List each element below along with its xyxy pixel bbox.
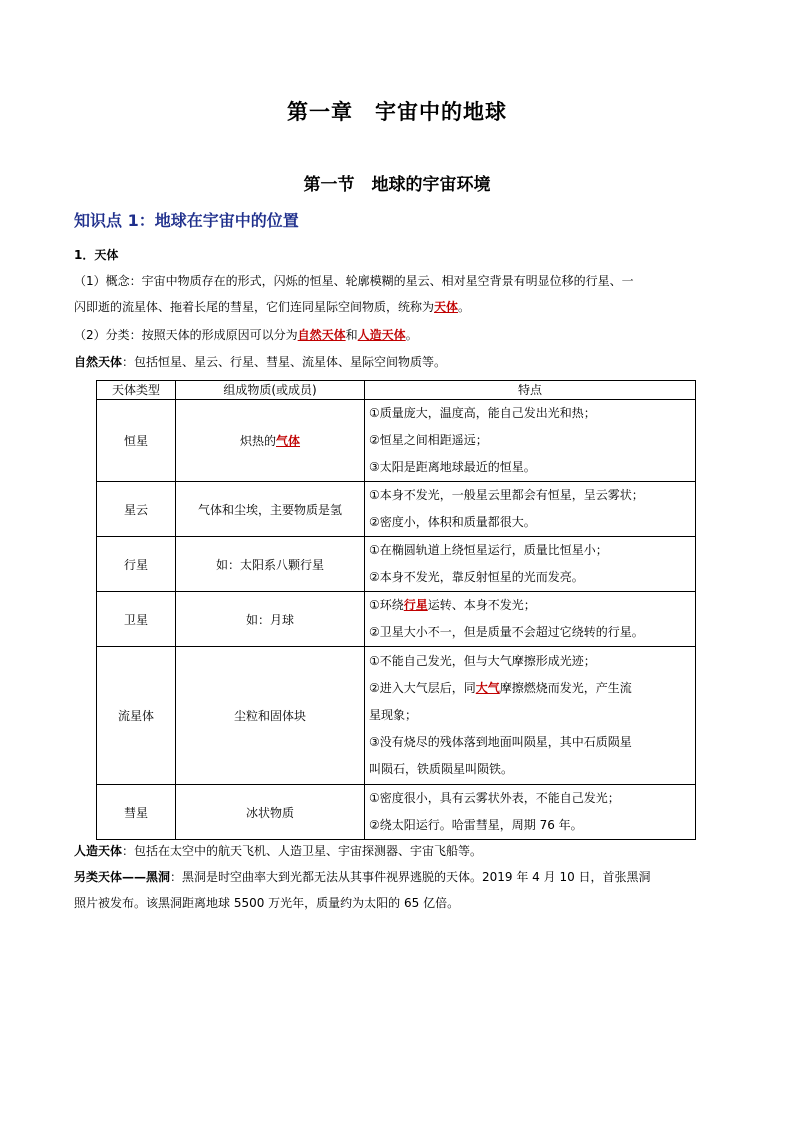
chapter-title: 第一章 宇宙中的地球: [287, 100, 507, 124]
row-type: 流星体: [97, 647, 176, 785]
feature-prefix: ①环绕: [369, 598, 404, 612]
row-composition: 尘粒和固体块: [176, 647, 365, 785]
feature-item: ②密度小，体积和质量都很大。: [369, 515, 536, 529]
header-type: 天体类型: [97, 381, 176, 400]
natural-text: ：包括恒星、星云、行星、彗星、流星体、星际空间物质等。: [122, 355, 447, 369]
other-bodies-line: [74, 868, 651, 886]
feature-item: ①在椭圆轨道上绕恒星运行，质量比恒星小；: [369, 543, 608, 557]
composition-prefix: 炽热的: [239, 434, 276, 448]
row-features: [365, 785, 696, 840]
knowledge-point-title: 知识点 1：地球在宇宙中的位置: [74, 211, 299, 230]
row-type: 恒星: [97, 400, 176, 482]
row-type: 彗星: [97, 785, 176, 840]
header-composition: 组成物质(或成员): [176, 381, 365, 400]
feature-item: 星现象；: [369, 708, 418, 722]
feature-item: ①质量庞大，温度高，能自己发出光和热；: [369, 406, 596, 420]
classification-keyword-natural: 自然天体: [297, 328, 346, 342]
concept-line2: [74, 298, 470, 316]
artificial-text: ：包括在太空中的航天飞机、人造卫星、宇宙探测器、宇宙飞船等。: [122, 844, 483, 858]
table-row: [97, 785, 696, 840]
row-features: [365, 647, 696, 785]
artificial-bodies-line: [74, 842, 482, 860]
table-header-row: [97, 381, 696, 400]
classification-keyword-artificial: 人造天体: [357, 328, 406, 342]
concept-line2-prefix: 闪即逝的流星体、拖着长尾的彗星，它们连同星际空间物质，统称为: [74, 300, 435, 314]
feature-item: ①不能自己发光，但与大气摩擦形成光迹；: [369, 654, 596, 668]
classification-suffix: 。: [405, 328, 418, 342]
row-features: [365, 537, 696, 592]
feature-item: ①本身不发光，一般星云里都会有恒星，呈云雾状；: [369, 488, 644, 502]
classification-prefix: （2）分类：按照天体的形成原因可以分为: [74, 328, 298, 342]
row-composition: 冰状物质: [176, 785, 365, 840]
celestial-bodies-table: [96, 380, 696, 840]
feature-keyword: 大气: [475, 681, 500, 695]
row-features: [365, 592, 696, 647]
feature-item: 叫陨石，铁质陨星叫陨铁。: [369, 762, 514, 776]
row-type: 卫星: [97, 592, 176, 647]
row-composition: 如：太阳系八颗行星: [176, 537, 365, 592]
concept-line2-suffix: 。: [458, 300, 471, 314]
table-row: [97, 592, 696, 647]
feature-item: ③没有烧尽的残体落到地面叫陨星，其中石质陨星: [369, 735, 632, 749]
natural-label: 自然天体: [74, 355, 123, 369]
feature-item: [369, 592, 691, 619]
row-type: 星云: [97, 482, 176, 537]
feature-suffix: 摩擦燃烧而发光，产生流: [499, 681, 632, 695]
feature-item: ②卫星大小不一，但是质量不会超过它绕转的行星。: [369, 625, 644, 639]
feature-item: ①密度很小，具有云雾状外表，不能自己发光；: [369, 791, 620, 805]
row-type: 行星: [97, 537, 176, 592]
header-features: 特点: [365, 381, 696, 400]
classification-middle: 和: [345, 328, 358, 342]
feature-item: ③太阳是距离地球最近的恒星。: [369, 460, 536, 474]
concept-keyword: 天体: [434, 300, 459, 314]
row-composition: 如：月球: [176, 592, 365, 647]
artificial-label: 人造天体: [74, 844, 123, 858]
table-row: [97, 537, 696, 592]
other-text: ：黑洞是时空曲率大到光都无法从其事件视界逃脱的天体。2019 年 4 月 10 日，首张黑洞: [170, 870, 651, 884]
feature-prefix: ②进入大气层后，同: [369, 681, 476, 695]
natural-bodies-line: [74, 353, 446, 371]
table-row: [97, 647, 696, 785]
feature-keyword: 行星: [403, 598, 428, 612]
item1-heading: 1．天体: [74, 248, 119, 262]
row-features: [365, 400, 696, 482]
feature-suffix: 运转、本身不发光；: [427, 598, 536, 612]
composition-keyword: 气体: [276, 434, 301, 448]
other-label: 另类天体——黑洞: [74, 870, 171, 884]
feature-item: ②恒星之间相距遥远；: [369, 433, 488, 447]
row-composition: 气体和尘埃，主要物质是氢: [176, 482, 365, 537]
feature-item: ②绕太阳运行。哈雷彗星，周期 76 年。: [369, 818, 583, 832]
row-composition: [176, 400, 365, 482]
table-row: [97, 482, 696, 537]
table-row: [97, 400, 696, 482]
row-features: [365, 482, 696, 537]
other-bodies-line2: 照片被发布。该黑洞距离地球 5500 万光年，质量约为太阳的 65 亿倍。: [74, 896, 460, 910]
feature-item: ②本身不发光，靠反射恒星的光而发亮。: [369, 570, 584, 584]
section-title: 第一节 地球的宇宙环境: [303, 175, 491, 195]
concept-line1: （1）概念：宇宙中物质存在的形式，闪烁的恒星、轮廓模糊的星云、相对星空背景有明显位移的行星、一: [74, 274, 634, 288]
classification-line: [74, 326, 418, 344]
feature-item: [369, 675, 691, 702]
